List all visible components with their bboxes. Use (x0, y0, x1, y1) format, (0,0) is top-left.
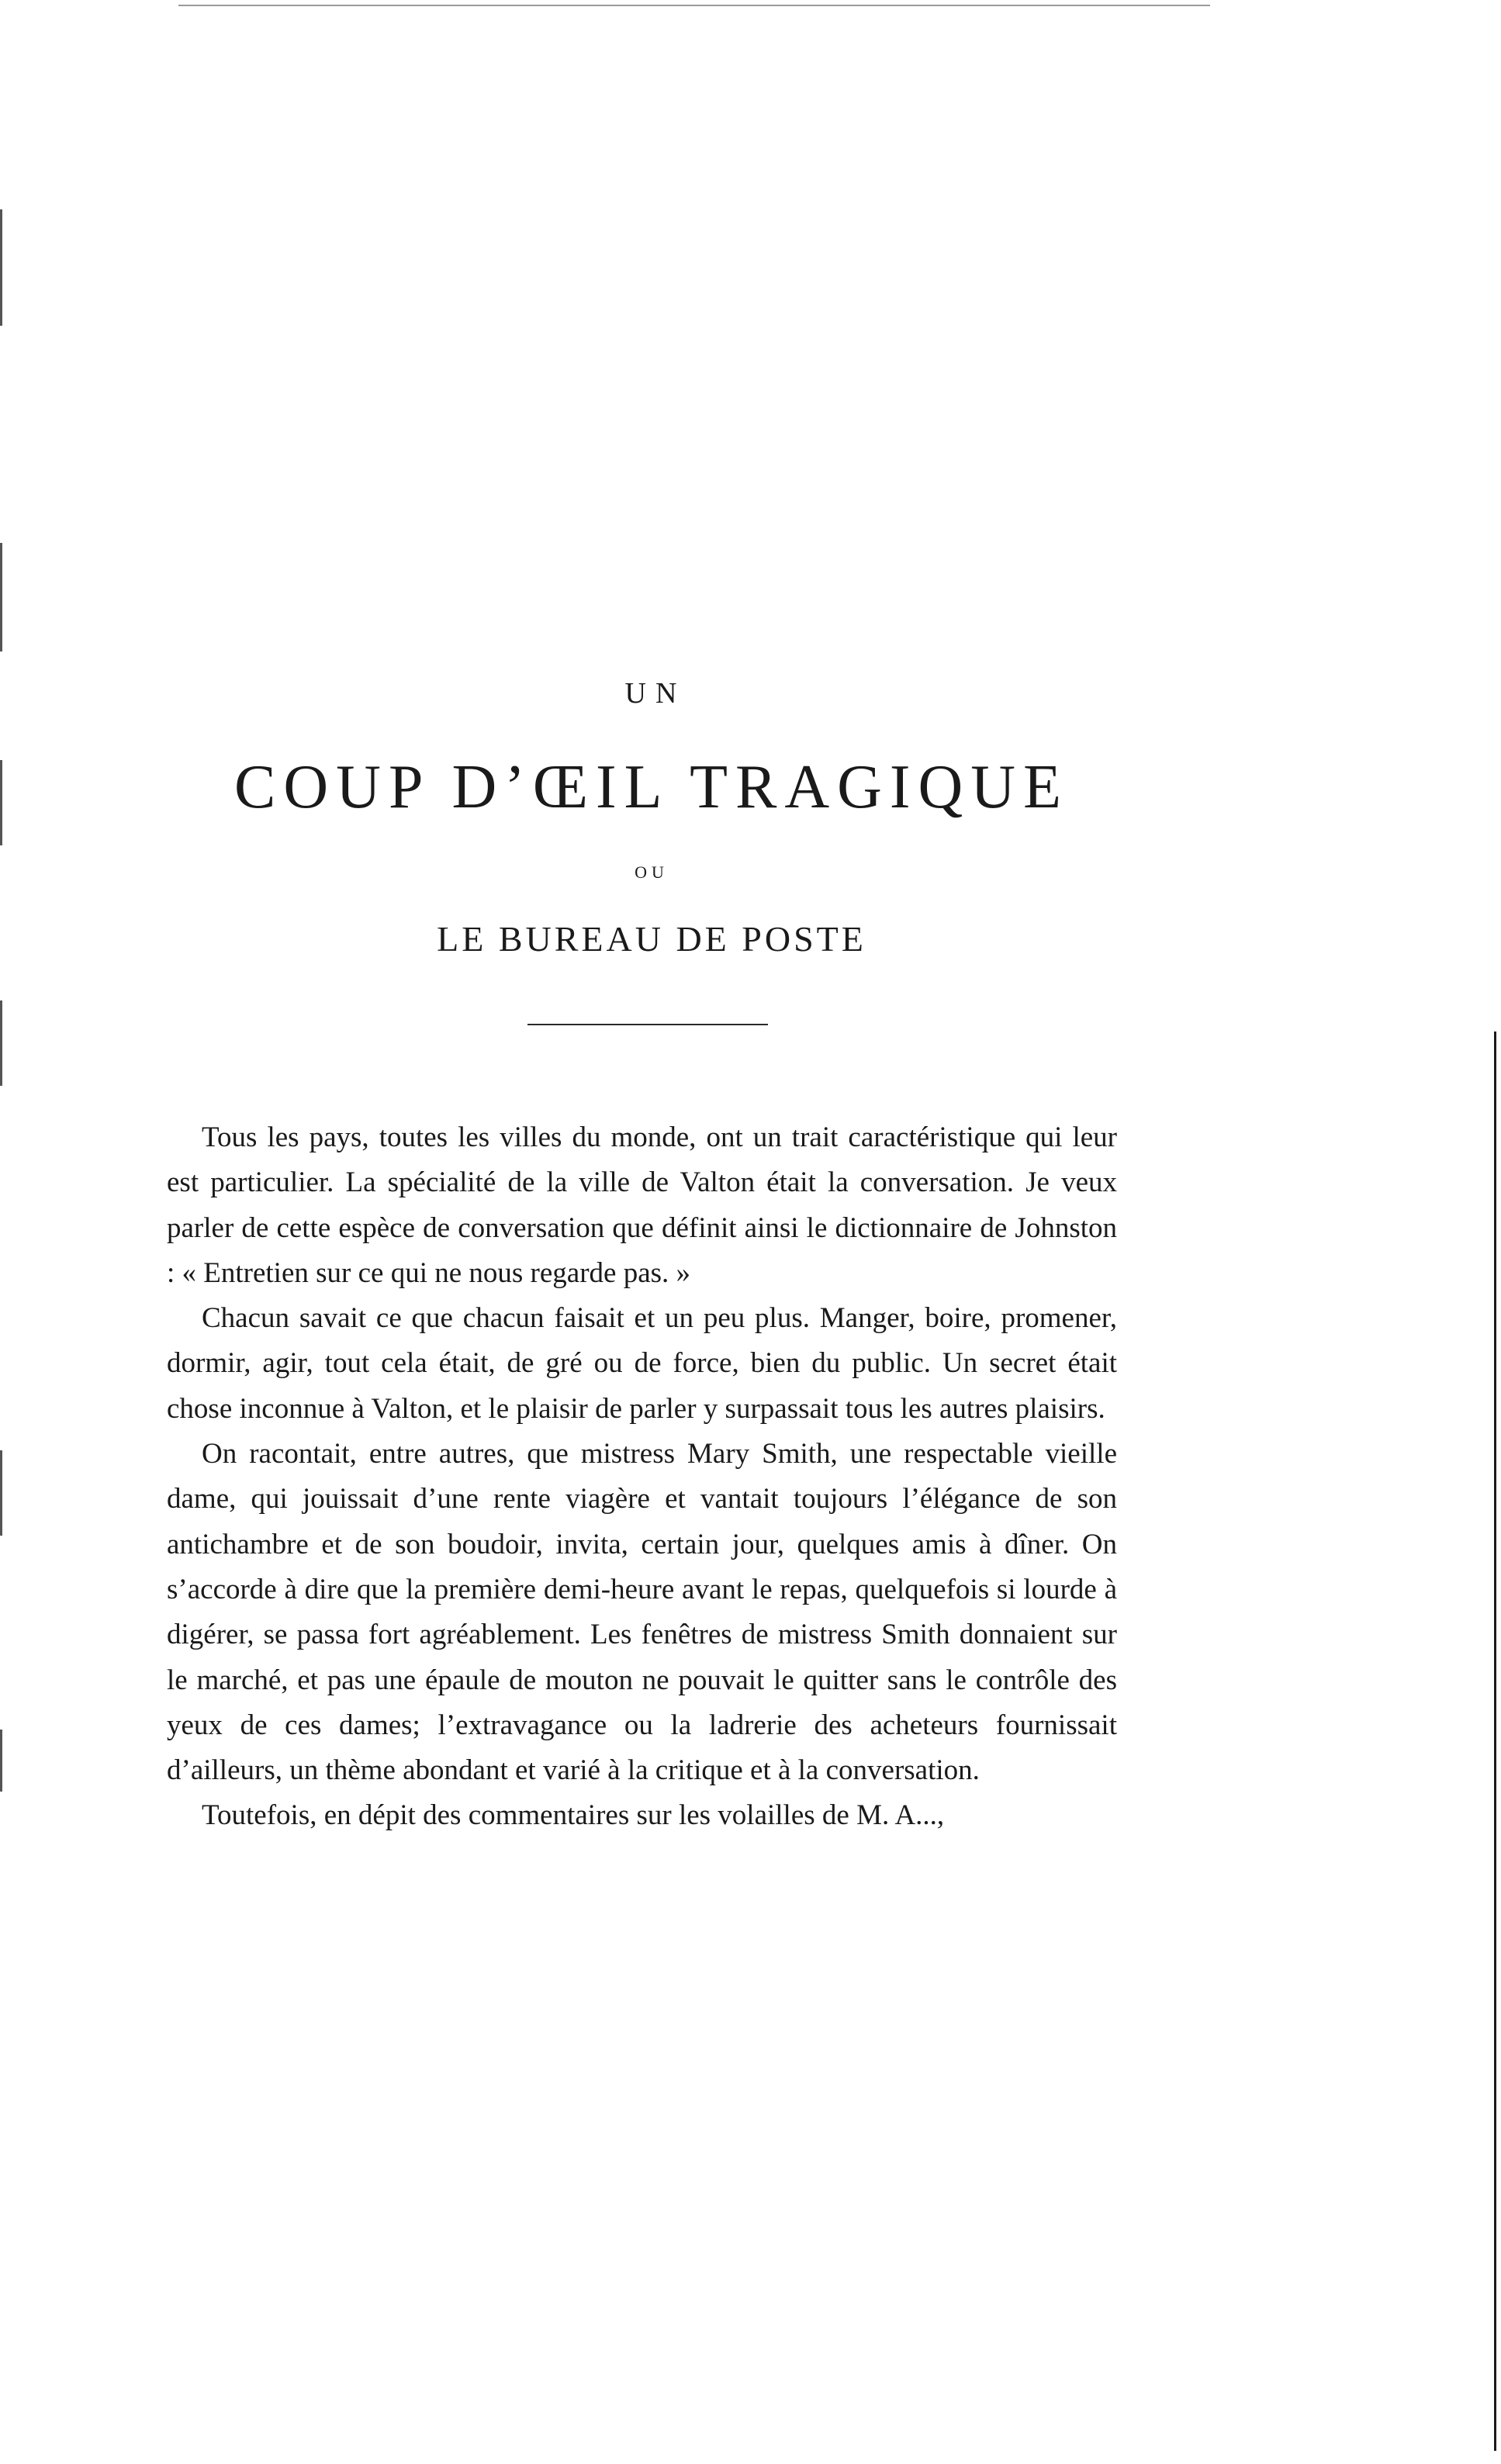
page-subtitle: LE BUREAU DE POSTE (437, 919, 866, 959)
paragraph: Toutefois, en dépit des commentaires sur les volailles de M. A..., (202, 1799, 945, 1832)
paragraph: Tous les pays, toutes les villes du monde, ont un trait caractéristique qui leur est particulier. La spécialité de la ville de Valton était la conversation. Je veux parler de cette espèce de conversation que définit ainsi le dictionnaire de Johnston : « Entretien sur ce qui ne nous regarde pas. » (167, 1121, 1117, 1289)
title-prefix: UN (624, 677, 687, 710)
body-text (167, 1115, 1117, 1839)
paragraph: Chacun savait ce que chacun faisait et un peu plus. Manger, boire, promener, dormir, agir, tout cela était, de gré ou de force, bien du public. Un secret était chose inconnue à Valton, et le plaisir de parler y surpassait tous les autres plaisirs. (167, 1302, 1117, 1425)
paragraph: On racontait, entre autres, que mistress Mary Smith, une respectable vieille dame, qui jouissait d’une rente viagère et vantait toujours l’élégance de son antichambre et de son boudoir, invita, certain jour, quelques amis à dîner. On s’accorde à dire que la première demi-heure avant le repas, quelquefois si lourde à digérer, se passa fort agréablement. Les fenêtres de mistress Smith donnaient sur le marché, et pas une épaule de mouton ne pouvait le quitter sans le contrôle des yeux de ces dames; l’extravagance ou la ladrerie des acheteurs fournissait d’ailleurs, un thème abondant et varié à la critique et à la conversation. (167, 1438, 1117, 1787)
title-conjunction: OU (635, 862, 669, 882)
page-title: COUP D’ŒIL TRAGIQUE (234, 753, 1069, 821)
title-divider (527, 1024, 768, 1025)
